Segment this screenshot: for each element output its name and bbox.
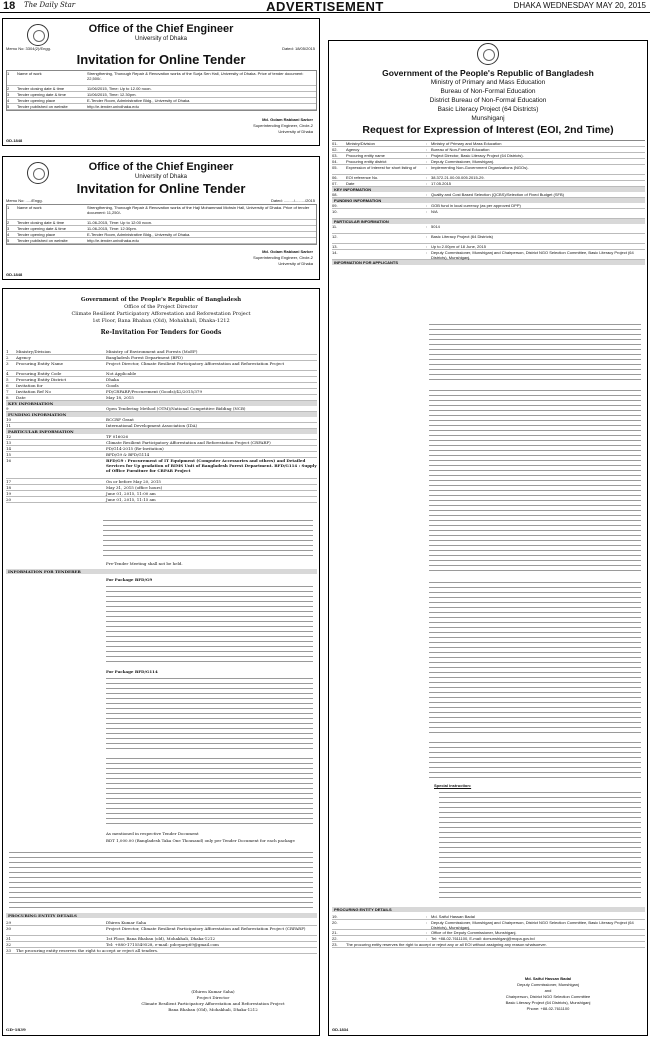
table-row: 13 Climate Resilient Participatory Afforestation and Reforestation Project (CRPARP): [6, 440, 317, 446]
table-row: 12 TF 016026: [6, 434, 317, 440]
package-g114-heading: For Package BFD/G114: [106, 669, 158, 674]
table-row: 04. Procuring entity district : Deputy Commissioner, Munshiganj.: [332, 159, 645, 165]
ad-title: Request for Expression of Interest (EOI, 2nd Time): [362, 124, 614, 136]
info-table: [332, 140, 645, 265]
section-tenderer: INFORMATION FOR TENDERER: [6, 569, 317, 574]
table-row: 33 The procuring entity reserves the right to accept or reject all tenders.: [6, 948, 317, 954]
ad-title: Re-Invitation For Tenders for Goods: [100, 329, 222, 336]
table-row: 14 PD/G14-2015 (Re-Invitation): [6, 446, 317, 452]
table-row: 5 Procuring Entity District Dhaka: [6, 377, 317, 383]
office-heading: Office of the Project Director: [124, 304, 198, 310]
table-row: 20. : Deputy Commissioner, Munshiganj and Chairperson, District NGO Selection Committee, Basic Literacy Project (64 Districts), Munshiganj.: [332, 920, 645, 930]
table-row: 4 Tender opening place E-Tender Room, Administrative Bldg., University of Dhaka.: [7, 232, 316, 238]
section-applicants: INFORMATION FOR APPLICANTS: [332, 260, 645, 265]
tender-table: [6, 204, 317, 245]
signatory-name: Md. Golam Rabbani Sarker: [262, 117, 313, 122]
table-row: 5 Tender published on website http://e-tender.univdhaka.edu: [7, 104, 316, 110]
special-instruction-heading: Special instruction:: [434, 783, 472, 788]
section-key-info: KEY INFORMATION: [6, 401, 317, 406]
related-services: As mentioned in respective Tender Document: [106, 831, 199, 836]
table-row: 09. : GOB fund in local currency (as per approved DPP): [332, 203, 645, 209]
memo-date: Dated: ........./........./2015: [270, 198, 315, 203]
section-entity: PROCURING ENTITY DETAILS: [332, 907, 645, 912]
tender-ad-crparp: [2, 288, 320, 1036]
table-row: 32 Tel: +880-1715549528, e-mail: pdcrparp69@gmail.com: [6, 942, 317, 948]
table-row: 31 1st Floor, Bana Bhaban (old), Mohakhali, Dhaka-1212: [6, 936, 317, 942]
signatory-phone: Phone: +88-02-7611100: [526, 1006, 570, 1011]
section-title: ADVERTISEMENT: [266, 0, 384, 14]
table-row: 12. : Basic Literacy Project (64 Districts): [332, 234, 645, 244]
gd-number: GD-1848: [6, 138, 23, 143]
memo-date: Dated: 18/05/2015: [282, 46, 315, 51]
government-seal-icon: [477, 43, 499, 65]
pre-tender-note: Pre-Tender Meeting shall not be held.: [106, 561, 183, 566]
table-row: 01. Ministry/Division : Ministry of Primary and Mass Education: [332, 141, 645, 147]
signatory-title: Project Director: [196, 995, 230, 1000]
ad-title: Invitation for Online Tender: [76, 181, 246, 196]
ad-sub: University of Dhaka: [134, 36, 188, 42]
table-row: 11 International Development Association (IDA): [6, 423, 317, 429]
ad-title: Invitation for Online Tender: [76, 52, 246, 67]
table-row: 18 May 31, 2015 (office hours): [6, 485, 317, 491]
table-row: 13. : Up to 2.00pm of 18 June, 2015: [332, 244, 645, 250]
signatory-name: Md. Saiful Hassan Badal: [524, 976, 572, 981]
table-row: 29 Dhiren Kumar Saha: [6, 920, 317, 926]
signatory-line-3: Chairperson, District NGO Selection Committee: [505, 994, 591, 999]
section-funding: FUNDING INFORMATION: [6, 412, 317, 417]
memo-no: Memo No: ...../Engg.: [6, 198, 43, 203]
signatory-line-2: and: [544, 988, 552, 993]
entity-table: [332, 914, 645, 948]
table-row: 6 Invitation for Goods: [6, 383, 317, 389]
table-row: 4 Procuring Entity Code Not Applicable: [6, 371, 317, 377]
table-row: 20 June 01, 2015, 11:15 am: [6, 497, 317, 503]
table-row: 1 Name of work Strengthening, Thorough Repair & Renovation works of the Surja Sen Hall, University of Dhaka. Price of tender document: 22,500/-: [7, 71, 316, 86]
table-row: 30 Project Director, Climate Resilient Participatory Afforestation and Reforestation Project (CRPARP): [6, 926, 317, 936]
ad-org: Office of the Chief Engineer: [88, 23, 234, 35]
signatory-org: Climate Resilient Participatory Afforestation and Reforestation Project: [141, 1001, 285, 1006]
page-number: 18: [3, 0, 16, 12]
table-row: 3 Procuring Entity Name Project Director, Climate Resilient Participatory Afforestation and Reforestation Project: [6, 361, 317, 371]
section-funding: FUNDING INFORMATION: [332, 198, 645, 203]
table-row: 2 Tender closing date & time 11-06-2015, Time: Up to 12:00 noon.: [7, 220, 316, 226]
table-row: 2 Tender closing date & time 11/06/2015, Time: Up to 12.00 noon.: [7, 86, 316, 92]
tender-ad-mohsin-hall: [2, 156, 320, 280]
gd-number: GD-1848: [6, 272, 23, 277]
table-row: 21. : Office of the Deputy Commissioner, Munshiganj.: [332, 930, 645, 936]
district-bureau-heading: District Bureau of Non-Formal Education: [429, 97, 547, 104]
table-row: 06. EOI reference No. : 38.372.21.00.00.005.2015-29.: [332, 175, 645, 181]
tender-table: [6, 70, 317, 111]
section-entity: PROCURING ENTITY DETAILS: [6, 913, 317, 918]
table-row: 1 Ministry/Division Ministry of Environment and Forests (MoEF): [6, 349, 317, 355]
ministry-heading: Ministry of Primary and Mass Education: [430, 79, 546, 86]
ad-sub: University of Dhaka: [134, 174, 188, 180]
table-row: 1 Name of work Strengthening, Thorough Repair & Renovation works of the Haji Mohammad Mohsin Hall, University of Dhaka. Price of tender document: 11,250/-: [7, 205, 316, 220]
signatory-org: University of Dhaka: [278, 129, 313, 134]
table-row: 08. : Quality and Cost Based Selection (QCBS)/Selection of Fixed Budget (SFB): [332, 192, 645, 198]
location-heading: Munshiganj: [471, 115, 505, 122]
entity-table: [6, 920, 317, 954]
table-row: 07. Date : 17.05.2015: [332, 181, 645, 187]
table-row: 03. Procuring entity name : Project Director, Basic Literacy Project (64 Districts).: [332, 153, 645, 159]
gov-heading: Government of the People's Republic of Bangladesh: [382, 68, 594, 78]
table-row: 16 BFD/G9 : Procurement of IT Equipment (Computer Accessories and others) and Detailed Services for Up gradation of BIMS Unit of Bangladesh Forest Department. BFD/G114 : Supply of Office Furniture for CRPAR Project: [6, 458, 317, 479]
signatory-title: Superintending Engineer, Circle-2: [253, 123, 313, 128]
table-row: 3 Tender opening date & time 11-06-2015, Time: 12:30pm.: [7, 226, 316, 232]
section-key-info: KEY INFORMATION: [332, 187, 645, 192]
signatory-line-1: Deputy Commissioner, Munshiganj: [517, 982, 579, 987]
masthead: The Daily Star: [24, 1, 76, 9]
address-heading: 1st Floor, Bana Bhaban (Old), Mohakhali, Dhaka-1212: [92, 318, 230, 324]
table-row: 19 June 01, 2015, 11:00 am: [6, 491, 317, 497]
table-row: 3 Tender opening date & time 11/06/2015, Time: 12.30pm.: [7, 92, 316, 98]
section-particular: PARTICULAR INFORMATION: [332, 219, 645, 224]
signatory-address: Bana Bhaban (Old), Mohakhali, Dhaka-1212: [168, 1007, 258, 1012]
gov-heading: Government of the People's Republic of Bangladesh: [80, 297, 242, 303]
table-row: 19. : Md. Saiful Hassan Badal: [332, 914, 645, 920]
page-header: [0, 0, 650, 13]
eoi-ad-basic-literacy: [328, 40, 648, 1036]
table-row: 7 Invitation Ref No PD/CRPARP/Procurement (Goods)/42/2015/379: [6, 389, 317, 395]
gd-number: GD-1839: [6, 1027, 26, 1032]
table-row: 23. The procuring entity reserves the right to accept or reject any or all EOI without assigning any reason whatsoever.: [332, 942, 645, 948]
table-row: 05. Expression of Interest for short listing of : Implementing Non-Government Organizations (NGOs).: [332, 165, 645, 175]
package-g9-heading: For Package BFD/G9: [106, 577, 153, 582]
project-heading: Climate Resilient Participatory Afforestation and Reforestation Project: [71, 311, 251, 317]
signatory-line-4: Basic Literacy Project (64 Districts), Munshiganj: [505, 1000, 591, 1005]
table-row: 9 Open Tendering Method (OTM)/National Competitive Bidding (NCB): [6, 406, 317, 412]
table-row: 8 Date May 18, 2015: [6, 395, 317, 401]
table-row: 10. : N/A: [332, 209, 645, 219]
signatory-org: University of Dhaka: [278, 261, 313, 266]
table-row: 14. : Deputy Commissioner, Munshiganj and Chairperson, District NGO Selection Committee, Basic Literacy Project (64 Districts), Munshiganj.: [332, 250, 645, 260]
table-row: 15 BFD/G9 & BFD/G114: [6, 452, 317, 458]
table-row: 5 Tender published on website http://e-tender.univdhaka.edu: [7, 238, 316, 244]
signatory-name: (Dhiren Kumar Saha): [191, 989, 235, 994]
table-row: 02. Agency : Bureau of Non-Formal Education: [332, 147, 645, 153]
table-row: 22. : Tel: +88-02-7611100, E-mail: dcmunshiganj@mopa.gov.bd: [332, 936, 645, 942]
signatory-name: Md. Golam Rabbani Sarker: [262, 249, 313, 254]
signatory-title: Superintending Engineer, Circle-2: [253, 255, 313, 260]
tender-ad-surja-sen-hall: [2, 18, 320, 146]
ad-org: Office of the Chief Engineer: [88, 161, 234, 173]
section-particular: PARTICULAR INFORMATION: [6, 429, 317, 434]
table-row: 10 BCCRF Grant: [6, 417, 317, 423]
table-row: 17 On or before May 20, 2015: [6, 479, 317, 485]
table-row: 4 Tender opening place E-Tender Room, Administrative Bldg., University of Dhaka.: [7, 98, 316, 104]
project-heading: Basic Literacy Project (64 Districts): [437, 106, 539, 113]
bureau-heading: Bureau of Non-Formal Education: [440, 88, 536, 95]
info-table: [6, 349, 317, 503]
table-row: 11. : 5014: [332, 224, 645, 234]
table-row: 2 Agency Bangladesh Forest Department (BFD): [6, 355, 317, 361]
memo-no: Memo No: 3304(2)/Engg.: [6, 46, 51, 51]
gd-number: GD-1834: [332, 1027, 349, 1032]
document-price: BDT 1,000.00 (Bangladesh Taka One Thousand) only per Tender Document for each package: [106, 838, 295, 843]
dateline: DHAKA WEDNESDAY MAY 20, 2015: [513, 1, 646, 10]
